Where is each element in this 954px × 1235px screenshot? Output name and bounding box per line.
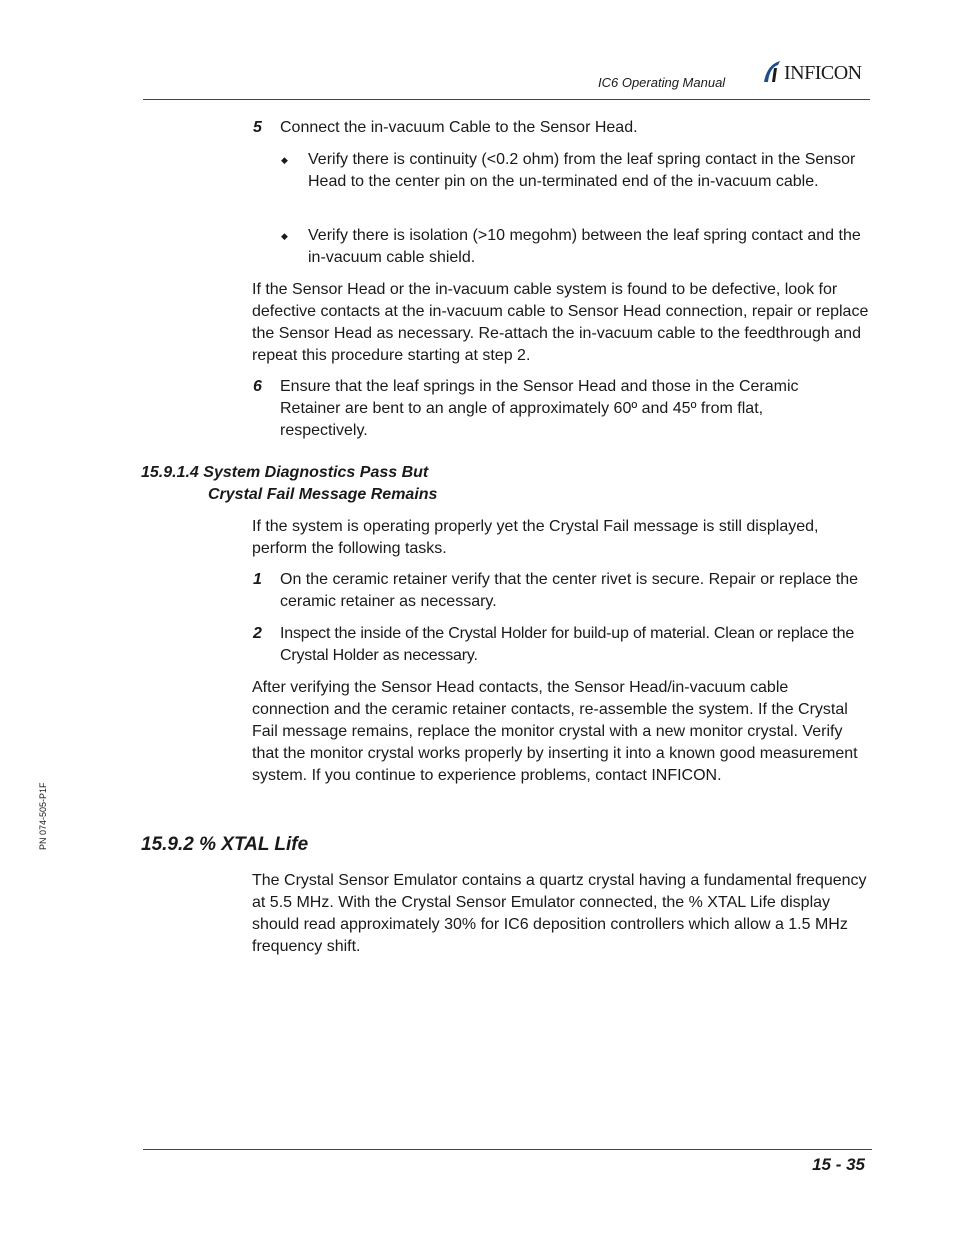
- step-text: Connect the in-vacuum Cable to the Sensor Head.: [280, 119, 638, 136]
- body-paragraph: After verifying the Sensor Head contacts, the Sensor Head/in-vacuum cable connection and the ceramic retainer contacts, re-assemble the system. If the Crystal Fail message remains, replace the monitor crystal with a new monitor crystal. Verify that the monitor crystal works properly by inserting it into a known good measurement system. If you continue to experience problems, contact INFICON.: [252, 679, 858, 784]
- footer-rule: [143, 1149, 872, 1150]
- section-heading: 15.9.1.4 System Diagnostics Pass But: [141, 464, 429, 481]
- inficon-logo-icon: [760, 58, 784, 84]
- bullet-text: Verify there is isolation (>10 megohm) between the leaf spring contact and the in-vacuum cable shield.: [308, 227, 861, 266]
- step-number: 5: [253, 119, 262, 136]
- manual-title: IC6 Operating Manual: [598, 75, 726, 90]
- inficon-logo: [760, 58, 875, 86]
- step-number: 2: [253, 625, 262, 642]
- step-text: Inspect the inside of the Crystal Holder for build-up of material. Clean or replace the Crystal Holder as necessary.: [280, 625, 855, 664]
- section-heading-line2: Crystal Fail Message Remains: [208, 486, 438, 503]
- body-paragraph: If the system is operating properly yet the Crystal Fail message is still displayed, perform the following tasks.: [252, 518, 819, 557]
- body-paragraph: If the Sensor Head or the in-vacuum cable system is found to be defective, look for defective contacts at the in-vacuum cable to Sensor Head connection, repair or replace the Sensor Head as necessary. Re-attach the in-vacuum cable to the feedthrough and repeat this procedure starting at step 2.: [252, 281, 869, 364]
- step-text: Ensure that the leaf springs in the Sensor Head and those in the Ceramic Retainer are bent to an angle of approximately 60º and 45º from flat, respectively.: [280, 378, 799, 439]
- step-text: On the ceramic retainer verify that the center rivet is secure. Repair or replace the ceramic retainer as necessary.: [280, 571, 859, 610]
- bullet-text: Verify there is continuity (<0.2 ohm) from the leaf spring contact in the Sensor Head to the center pin on the un-terminated end of the in-vacuum cable.: [308, 151, 856, 190]
- section-heading: 15.9.2 % XTAL Life: [141, 834, 309, 855]
- part-number-label: PN 074-505-P1F: [38, 782, 48, 850]
- step-number: 6: [253, 378, 262, 395]
- step-number: 1: [253, 571, 262, 588]
- body-paragraph: The Crystal Sensor Emulator contains a quartz crystal having a fundamental frequency at 5.5 MHz. With the Crystal Sensor Emulator connected, the % XTAL Life display should read approximately 30% for IC6 deposition controllers which allow a 1.5 MHz frequency shift.: [252, 872, 867, 955]
- header-rule: [143, 99, 870, 100]
- bullet-icon: ◆: [281, 155, 288, 165]
- bullet-icon: ◆: [281, 231, 288, 241]
- page-number: 15 - 35: [812, 1155, 865, 1174]
- logo-wordmark: INFICON: [784, 62, 862, 84]
